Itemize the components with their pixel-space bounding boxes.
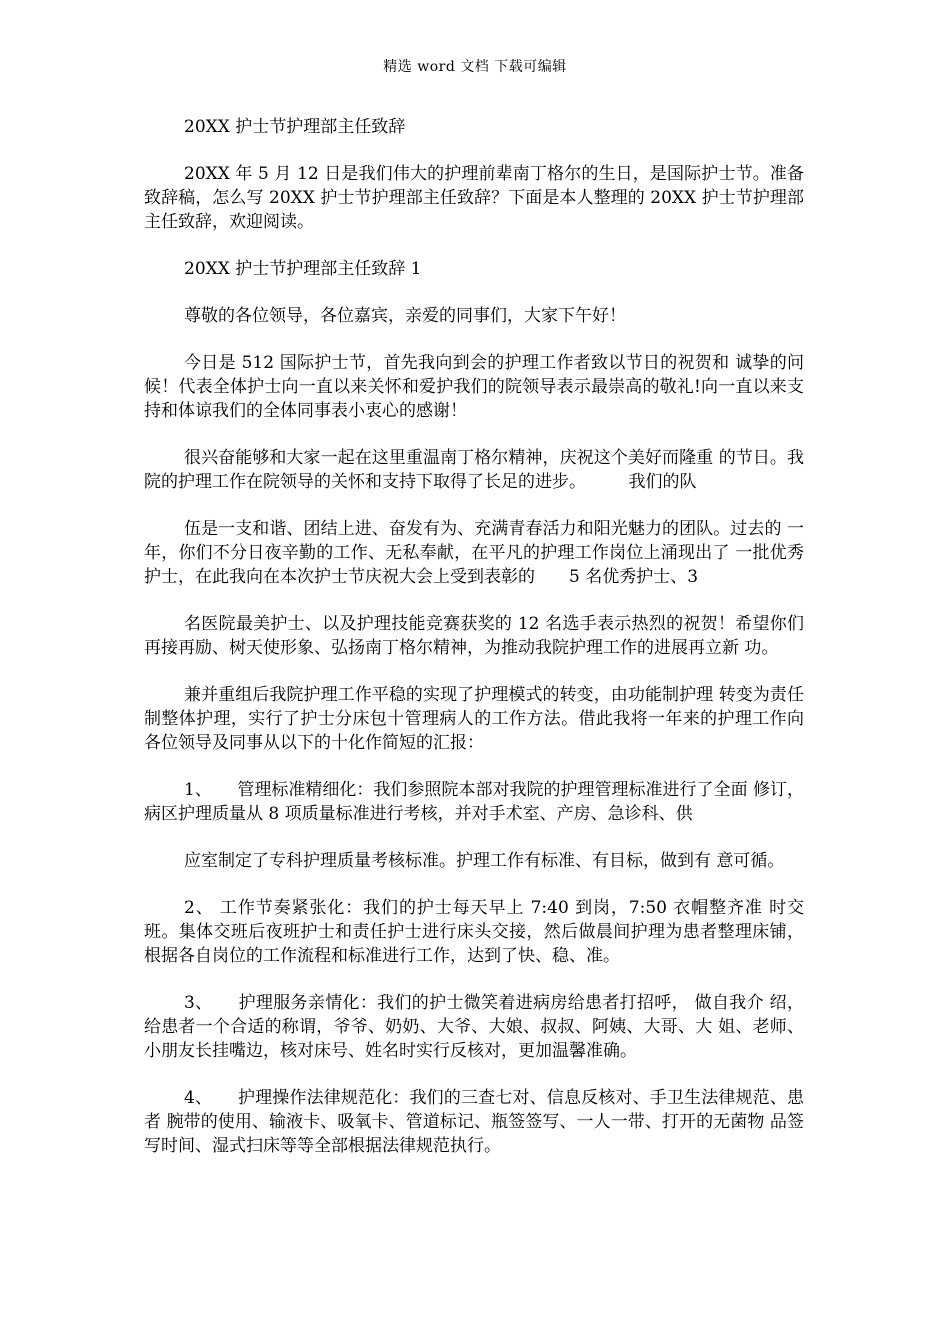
page-header: 精选 word 文档 下载可编辑 xyxy=(383,59,567,75)
paragraph: 兼并重组后我院护理工作平稳的实现了护理模式的转变，由功能制护理 转变为责任制整体护理，实行了护士分床包十管理病人的工作方法。借此我将一年来的护理工作向各位领导及同事从以下的十化作简短的汇报： xyxy=(144,685,804,753)
paragraph: 伍是一支和谐、团结上进、奋发有为、充满青春活力和阳光魅力的团队。过去的 一年，你们不分日夜辛勤的工作、无私奉献，在平凡的护理工作岗位上涌现出了 一批优秀护士，在此我向在本次护士节庆祝大会上受到表彰的 5 名优秀护士、3 xyxy=(144,519,804,587)
paragraph: 应室制定了专科护理质量考核标准。护理工作有标准、有目标，做到有 意可循。 xyxy=(184,851,785,871)
paragraph-intro: 20XX 年 5 月 12 日是我们伟大的护理前辈南丁格尔的生日，是国际护士节。准备致辞稿，怎么写 20XX 护士节护理部主任致辞？下面是本人整理的 20XX 护士节护理部主任致辞，欢迎阅读。 xyxy=(144,164,804,232)
list-item-1: 1、 管理标准精细化：我们参照院本部对我院的护理管理标准进行了全面 修订，病区护理质量从 8 项质量标准进行考核，并对手术室、产房、急诊科、供 xyxy=(144,780,804,824)
document-title: 20XX 护士节护理部主任致辞 xyxy=(184,117,406,137)
list-item-3: 3、 护理服务亲情化：我们的护士微笑着进病房给患者打招呼， 做自我介 绍，给患者一个合适的称谓，爷爷、奶奶、大爷、大娘、叔叔、阿姨、大哥、大 姐、老师、小朋友长挂嘴边，核对床号、姓名时实行反核对，更加温馨准确。 xyxy=(144,993,804,1061)
list-item-4: 4、 护理操作法律规范化：我们的三查七对、信息反核对、手卫生法律规范、患者 腕带的使用、输液卡、吸氧卡、管道标记、瓶签签写、一人一带、打开的无菌物 品签写时间、湿式扫床等等全部根据法律规范执行。 xyxy=(144,1088,804,1156)
paragraph: 很兴奋能够和大家一起在这里重温南丁格尔精神，庆祝这个美好而隆重 的节日。我院的护理工作在院领导的关怀和支持下取得了长足的进步。 我们的队 xyxy=(144,448,804,492)
list-item-2: 2、 工作节奏紧张化：我们的护士每天早上 7:40 到岗，7:50 衣帽整齐准 时交班。集体交班后夜班护士和责任护士进行床头交接，然后做晨间护理为患者整理床铺，根据各自岗位的工作流程和标准进行工作，达到了快、稳、准。 xyxy=(144,898,804,966)
paragraph: 名医院最美护士、以及护理技能竞赛获奖的 12 名选手表示热烈的祝贺！希望你们 再接再励、树天使形象、弘扬南丁格尔精神，为推动我院护理工作的进展再立新 功。 xyxy=(144,614,804,658)
section-heading: 20XX 护士节护理部主任致辞 1 xyxy=(184,259,422,279)
paragraph: 今日是 512 国际护士节，首先我向到会的护理工作者致以节日的祝贺和 诚挚的问候！代表全体护士向一直以来关怀和爱护我们的院领导表示最崇高的敬礼!向一直以来支持和体谅我们的全体同事表小衷心的感谢！ xyxy=(144,353,804,421)
paragraph-greeting: 尊敬的各位领导，各位嘉宾，亲爱的同事们，大家下午好！ xyxy=(184,306,626,326)
document-body xyxy=(144,115,804,1181)
